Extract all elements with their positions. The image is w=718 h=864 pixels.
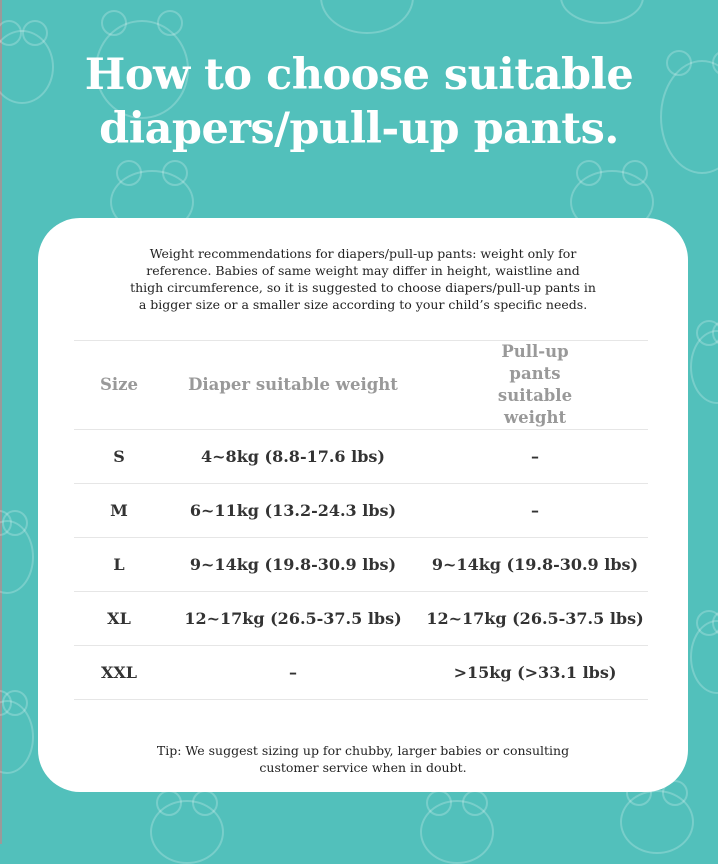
diaper-weight-cell: 9~14kg (19.8-30.9 lbs) — [164, 538, 422, 592]
size-cell: L — [74, 538, 164, 592]
table-header-row — [74, 341, 648, 430]
size-guide-card — [38, 218, 688, 792]
table-row — [74, 592, 648, 646]
tip-text: Tip: We suggest sizing up for chubby, larger babies or consulting customer service when in doubt. — [156, 743, 570, 775]
size-table — [74, 340, 648, 700]
diaper-weight-cell: 4~8kg (8.8-17.6 lbs) — [164, 430, 422, 484]
size-cell: S — [74, 430, 164, 484]
header-size: Size — [74, 341, 164, 430]
diaper-weight-cell: – — [164, 646, 422, 700]
table-row — [74, 646, 648, 700]
diaper-weight-cell: 12~17kg (26.5-37.5 lbs) — [164, 592, 422, 646]
size-cell: M — [74, 484, 164, 538]
page-title: How to choose suitable diapers/pull-up pants. — [84, 50, 634, 154]
intro-text: Weight recommendations for diapers/pull-up pants: weight only for reference. Babies of same weight may differ in height, waistline and thigh circumference, so it is suggested to choose diapers/pull-up pants in a bigger size or a smaller size according to your child’s specific needs. — [130, 246, 596, 312]
table-row — [74, 430, 648, 484]
pullup-weight-cell: 12~17kg (26.5-37.5 lbs) — [422, 592, 648, 646]
size-cell: XXL — [74, 646, 164, 700]
diaper-weight-cell: 6~11kg (13.2-24.3 lbs) — [164, 484, 422, 538]
header-pullup-weight: Pull-up pants suitable weight — [422, 341, 648, 430]
header-diaper-weight: Diaper suitable weight — [164, 341, 422, 430]
pullup-weight-cell: 9~14kg (19.8-30.9 lbs) — [422, 538, 648, 592]
table-row — [74, 538, 648, 592]
pullup-weight-cell: – — [422, 430, 648, 484]
pullup-weight-cell: >15kg (>33.1 lbs) — [422, 646, 648, 700]
size-cell: XL — [74, 592, 164, 646]
table-row — [74, 484, 648, 538]
pullup-weight-cell: – — [422, 484, 648, 538]
